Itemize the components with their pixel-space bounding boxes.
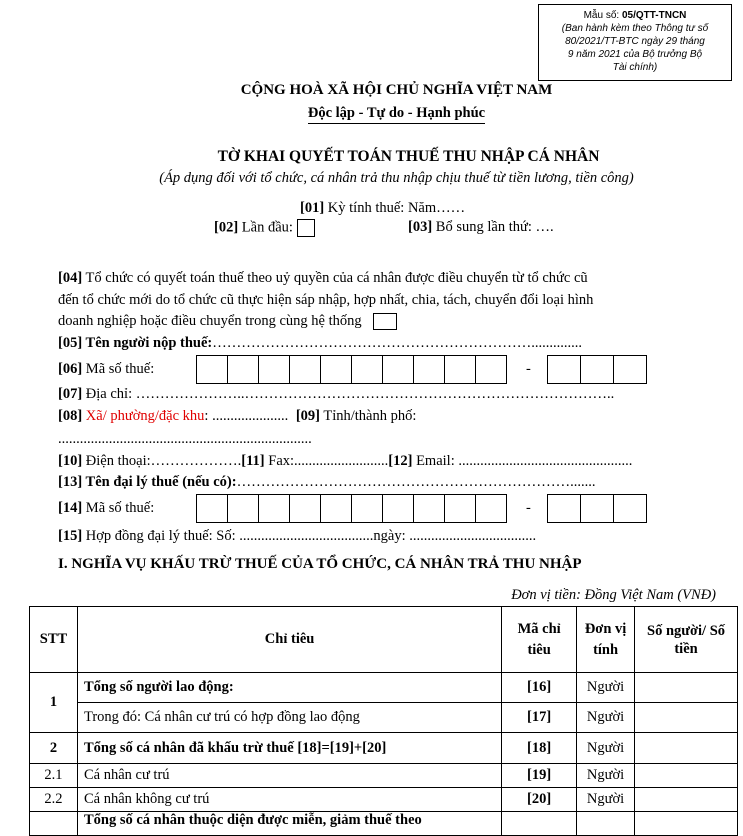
- form-code-note-3: 9 năm 2021 của Bộ trưởng Bộ: [567, 49, 703, 60]
- field-09-dots: ......................................................................: [58, 431, 312, 447]
- agent-tax-code-cells[interactable]: [196, 494, 507, 523]
- row-value[interactable]: [635, 812, 738, 836]
- motto-wrap: [0, 104, 743, 122]
- row-stt: 2.1: [30, 764, 78, 788]
- field-04: [04] Tổ chức có quyết toán thuế theo uỷ quyền của cá nhân được điều chuyển từ tổ chức cũ đến tổ chức mới do tổ chức cũ thực hiện sáp nhập, hợp nhất, chia, tách, chuyển đổi loại hình doanh nghiệp hoặc điều chuyển trong cùng hệ thống: [58, 270, 594, 329]
- row-stt: 1: [30, 673, 78, 733]
- form-code: Mẫu số: 05/QTT-TNCN: [583, 10, 687, 21]
- table-row: [30, 703, 738, 733]
- tax-code-cells[interactable]: [196, 355, 507, 384]
- field-13: [13] Tên đại lý thuế (nếu có):…………………………………………………………….......: [58, 474, 596, 490]
- form-title: TỜ KHAI QUYẾT TOÁN THUẾ THU NHẬP CÁ NHÂN: [217, 148, 600, 165]
- field-02: [02] Lần đầu:: [214, 219, 315, 237]
- form-code-note-2: 80/2021/TT-BTC ngày 29 tháng: [565, 36, 705, 47]
- form-code-box: [538, 4, 732, 81]
- header-chi-tieu: Chỉ tiêu: [77, 607, 501, 673]
- obligation-table: [29, 606, 738, 836]
- field-05: [05] Tên người nộp thuế:…………………………………………………………..............: [58, 335, 582, 351]
- row-value[interactable]: [635, 764, 738, 788]
- row-label: Tổng số cá nhân đã khấu trừ thuế [18]=[19]+[20]: [77, 733, 501, 764]
- tax-code-dash: -: [526, 361, 531, 377]
- row-unit: Người: [577, 703, 635, 733]
- section-title: I. NGHĨA VỤ KHẤU TRỪ THUẾ CỦA TỔ CHỨC, CÁ NHÂN TRẢ THU NHẬP: [58, 556, 582, 572]
- row-code: [19]: [502, 764, 577, 788]
- country-name: CỘNG HOÀ XÃ HỘI CHỦ NGHĨA VIỆT NAM: [240, 82, 553, 98]
- field-07: [07] Địa chỉ: …………………..…………………………………………………………………..: [58, 386, 615, 402]
- header-so-nguoi: Số người/ Số tiền: [635, 607, 738, 673]
- row-value[interactable]: [635, 703, 738, 733]
- tax-code-branch-cells[interactable]: [547, 355, 647, 384]
- table-row: [30, 812, 738, 836]
- field-10-11-12: [10] Điện thoại:……………….[11] Fax:..........................[12] Email: ................................................: [58, 453, 633, 469]
- header-ma-chi-tieu: Mã chỉ tiêu: [502, 607, 577, 673]
- row-label: Cá nhân không cư trú: [77, 788, 501, 812]
- agent-tax-code-branch-cells[interactable]: [547, 494, 647, 523]
- form-code-note-4: Tài chính): [612, 62, 658, 73]
- field-03: [03] Bổ sung lần thứ: ….: [408, 219, 554, 235]
- row-unit: Người: [577, 764, 635, 788]
- table-row: [30, 733, 738, 764]
- authorized-org-checkbox[interactable]: [373, 313, 397, 330]
- first-time-checkbox[interactable]: [297, 219, 315, 237]
- row-stt: 2: [30, 733, 78, 764]
- form-subtitle: (Áp dụng đối với tổ chức, cá nhân trả thu nhập chịu thuế từ tiền lương, tiền công): [159, 170, 634, 186]
- motto: Độc lập - Tự do - Hạnh phúc: [308, 105, 485, 124]
- currency-unit: Đơn vị tiền: Đồng Việt Nam (VNĐ): [511, 587, 716, 603]
- row-code: [16]: [502, 673, 577, 703]
- table-row: [30, 788, 738, 812]
- row-code: [18]: [502, 733, 577, 764]
- row-label: Cá nhân cư trú: [77, 764, 501, 788]
- row-stt: [30, 812, 78, 836]
- row-code: [502, 812, 577, 836]
- field-14-label: [14] Mã số thuế:: [58, 500, 155, 516]
- agent-tax-code-dash: -: [526, 500, 531, 516]
- header-stt: STT: [30, 607, 78, 673]
- row-stt: 2.2: [30, 788, 78, 812]
- row-value[interactable]: [635, 733, 738, 764]
- row-value[interactable]: [635, 788, 738, 812]
- row-code: [17]: [502, 703, 577, 733]
- row-label: Trong đó: Cá nhân cư trú có hợp đồng lao động: [77, 703, 501, 733]
- row-unit: Người: [577, 673, 635, 703]
- row-unit: Người: [577, 733, 635, 764]
- table-header-row: [30, 607, 738, 673]
- row-unit: [577, 812, 635, 836]
- row-value[interactable]: [635, 673, 738, 703]
- table-row: [30, 764, 738, 788]
- field-15: [15] Hợp đồng đại lý thuế: Số: .....................................ngày: ...................................: [58, 528, 537, 544]
- row-label: Tổng số cá nhân thuộc diện được miễn, giảm thuế theo: [77, 812, 501, 836]
- field-06-label: [06] Mã số thuế:: [58, 361, 155, 377]
- form-code-note-1: (Ban hành kèm theo Thông tư số: [561, 23, 709, 34]
- row-unit: Người: [577, 788, 635, 812]
- row-code: [20]: [502, 788, 577, 812]
- field-08-09: [08] Xã/ phường/đặc khu: ..................... [09] Tỉnh/thành phố:: [58, 408, 417, 424]
- field-01: [01] Kỳ tính thuế: Năm……: [300, 200, 466, 216]
- table-row: [30, 673, 738, 703]
- row-label: Tổng số người lao động:: [77, 673, 501, 703]
- header-don-vi: Đơn vị tính: [577, 607, 635, 673]
